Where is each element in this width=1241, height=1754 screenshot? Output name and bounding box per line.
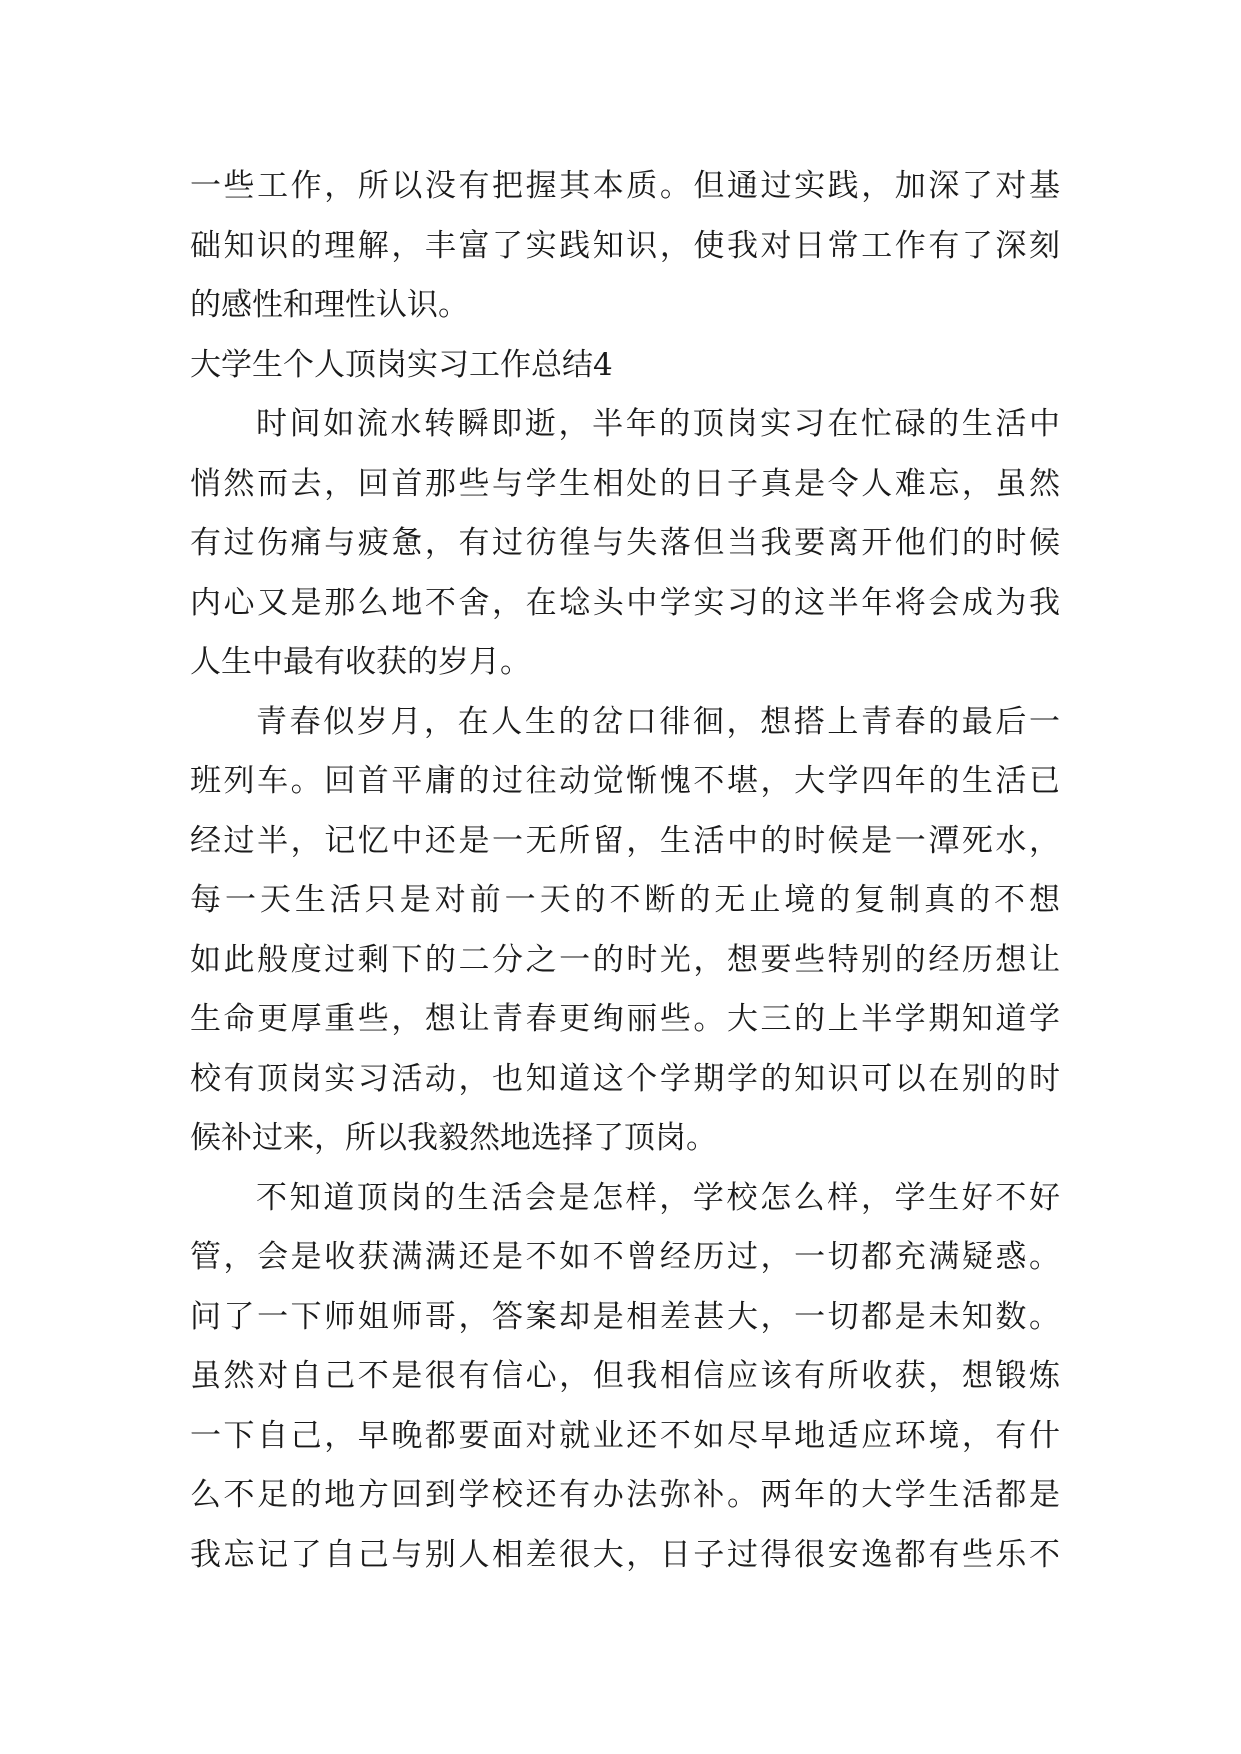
text-line: 校有顶岗实习活动，也知道这个学期学的知识可以在别的时 <box>190 1060 1060 1097</box>
paragraph-3 <box>190 1169 1060 1586</box>
section-title: 大学生个人顶岗实习工作总结4 <box>190 346 613 383</box>
text-line: 生命更厚重些，想让青春更绚丽些。大三的上半学期知道学 <box>190 1001 1060 1037</box>
text-line: 内心又是那么地不舍，在埝头中学实习的这半年将会成为我 <box>190 584 1060 621</box>
text-line: 时间如流水转瞬即逝，半年的顶岗实习在忙碌的生活中 <box>256 406 1060 442</box>
text-line: 不知道顶岗的生活会是怎样，学校怎么样，学生好不好 <box>256 1179 1060 1216</box>
intro-paragraph <box>190 157 1060 336</box>
text-line: 经过半，记忆中还是一无所留，生活中的时候是一潭死水， <box>190 822 1060 859</box>
text-line: 如此般度过剩下的二分之一的时光，想要些特别的经历想让 <box>190 941 1060 978</box>
text-line: 础知识的理解，丰富了实践知识，使我对日常工作有了深刻 <box>190 227 1060 264</box>
text-line: 一些工作，所以没有把握其本质。但通过实践，加深了对基 <box>190 168 1060 204</box>
text-line: 么不足的地方回到学校还有办法弥补。两年的大学生活都是 <box>190 1477 1060 1513</box>
text-line: 候补过来，所以我毅然地选择了顶岗。 <box>190 1120 717 1156</box>
text-line: 我忘记了自己与别人相差很大，日子过得很安逸都有些乐不 <box>190 1536 1060 1573</box>
text-line: 青春似岁月，在人生的岔口徘徊，想搭上青春的最后一 <box>256 703 1060 740</box>
paragraph-2 <box>190 693 1060 1169</box>
text-line: 的感性和理性认识。 <box>190 287 469 323</box>
paragraph-1 <box>190 395 1060 693</box>
text-line: 人生中最有收获的岁月。 <box>190 644 531 680</box>
text-line: 一下自己，早晚都要面对就业还不如尽早地适应环境，有什 <box>190 1417 1060 1454</box>
text-line: 有过伤痛与疲惫，有过彷徨与失落但当我要离开他们的时候 <box>190 525 1060 561</box>
text-line: 班列车。回首平庸的过往动觉惭愧不堪，大学四年的生活已 <box>190 763 1060 799</box>
document-body <box>190 157 1060 1585</box>
text-line: 管，会是收获满满还是不如不曾经历过，一切都充满疑惑。 <box>190 1239 1060 1275</box>
text-line: 悄然而去，回首那些与学生相处的日子真是令人难忘，虽然 <box>190 465 1060 502</box>
text-line: 问了一下师姐师哥，答案却是相差甚大，一切都是未知数。 <box>190 1298 1060 1335</box>
text-line: 虽然对自己不是很有信心，但我相信应该有所收获，想锻炼 <box>190 1358 1060 1394</box>
text-line: 每一天生活只是对前一天的不断的无止境的复制真的不想 <box>190 882 1060 918</box>
